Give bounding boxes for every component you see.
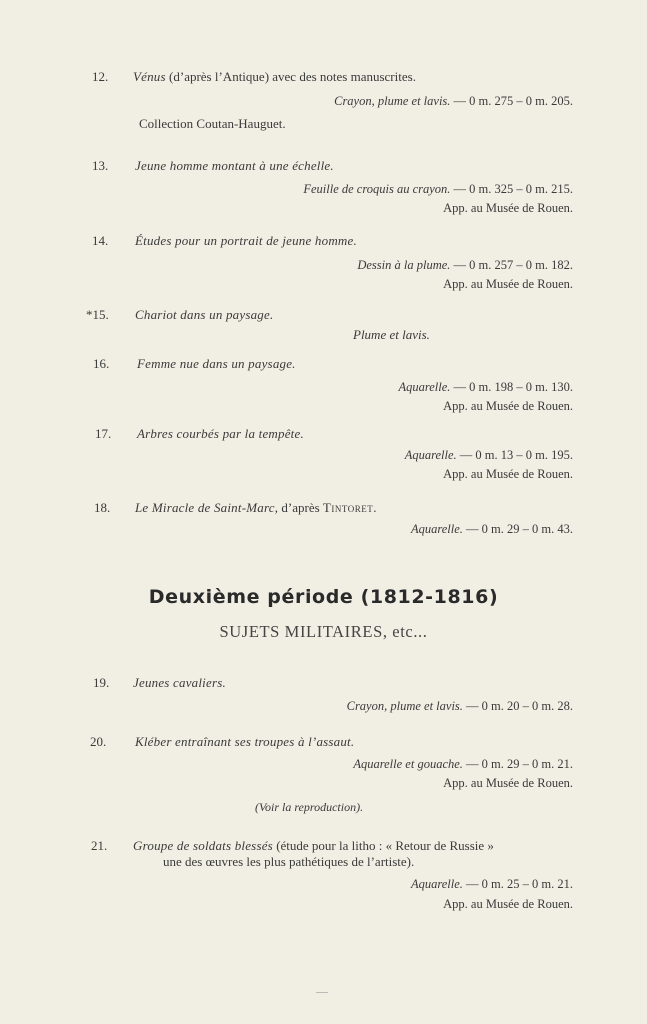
entry-medium: Aquarelle.	[410, 522, 463, 536]
entry-title: Vénus	[133, 69, 166, 84]
entry-title-line	[137, 426, 304, 442]
entry-medium: Aquarelle.	[410, 877, 463, 891]
entry-title: Études pour un portrait de jeune homme.	[135, 233, 357, 248]
entry-title-line	[133, 69, 416, 85]
entry-title-line	[135, 500, 376, 516]
entry-number: *15.	[86, 307, 109, 322]
entry-number: 13.	[92, 158, 109, 173]
entry-title: Kléber entraînant ses troupes à l’assaut.	[135, 734, 355, 749]
entry-medium: Aquarelle et gouache.	[353, 757, 463, 771]
entry-medium-line	[398, 379, 573, 395]
entry-medium-line	[303, 181, 573, 197]
entry-title-line-2: une des œuvres les plus pathétiques de l’artiste).	[163, 854, 415, 869]
entry-number: 21.	[91, 838, 108, 853]
entry-medium-line	[334, 93, 573, 109]
entry-reproduction-note: (Voir la reproduction).	[255, 800, 364, 814]
entry-number: 17.	[95, 426, 112, 441]
entry-number: 19.	[93, 675, 110, 690]
entry-dimensions: — 0 m. 29 – 0 m. 21.	[462, 757, 573, 771]
entry-medium: Crayon, plume et lavis.	[346, 699, 463, 713]
entry-title: Jeunes cavaliers.	[133, 675, 226, 690]
entry-title-suffix: (d’après l’Antique) avec des notes manuscrites.	[165, 69, 416, 84]
entry-title: Jeune homme montant à une échelle.	[135, 158, 334, 173]
section-subheading: SUJETS MILITAIRES, etc...	[219, 622, 428, 641]
entry-title: Femme nue dans un paysage.	[137, 356, 296, 371]
entry-medium-line	[411, 521, 573, 537]
entry-title-line	[135, 307, 273, 323]
entry-note: App. au Musée de Rouen.	[443, 467, 573, 481]
entry-dimensions: — 0 m. 325 – 0 m. 215.	[450, 182, 573, 196]
entry-medium: Aquarelle.	[398, 380, 451, 394]
entry-note: App. au Musée de Rouen.	[443, 277, 573, 291]
entry-medium-line	[347, 698, 573, 714]
entry-title: Chariot dans un paysage.	[135, 307, 274, 322]
entry-medium-line	[405, 447, 573, 463]
footer-rule	[316, 992, 328, 993]
entry-dimensions: — 0 m. 198 – 0 m. 130.	[450, 380, 573, 394]
entry-dimensions: — 0 m. 20 – 0 m. 28.	[462, 699, 573, 713]
entry-note: Collection Coutan-Hauguet.	[139, 116, 286, 131]
entry-note: App. au Musée de Rouen.	[443, 897, 573, 911]
entry-title-line	[135, 158, 334, 174]
entry-number: 20.	[90, 734, 107, 749]
entry-medium: Dessin à la plume.	[357, 258, 451, 272]
entry-note: App. au Musée de Rouen.	[443, 776, 573, 790]
entry-dimensions: — 0 m. 275 – 0 m. 205.	[450, 94, 573, 108]
entry-medium-line	[411, 876, 573, 892]
entry-medium: Plume et lavis.	[353, 327, 430, 342]
entry-title-line	[133, 838, 494, 854]
entry-title-line	[137, 356, 296, 372]
entry-artist-end: .	[373, 500, 377, 515]
entry-medium: Crayon, plume et lavis.	[334, 94, 451, 108]
entry-medium-line	[357, 257, 573, 273]
entry-number: 12.	[92, 69, 109, 84]
entry-dimensions: — 0 m. 257 – 0 m. 182.	[450, 258, 573, 272]
entry-dimensions: — 0 m. 29 – 0 m. 43.	[462, 522, 573, 536]
entry-title-suffix: d’après	[278, 500, 323, 515]
entry-medium: Feuille de croquis au crayon.	[303, 182, 451, 196]
entry-title: Groupe de soldats blessés	[133, 838, 273, 853]
entry-medium: Aquarelle.	[404, 448, 457, 462]
entry-dimensions: — 0 m. 25 – 0 m. 21.	[462, 877, 573, 891]
entry-note: App. au Musée de Rouen.	[443, 399, 573, 413]
section-heading: Deuxième période (1812-1816)	[148, 586, 499, 608]
entry-title-suffix: (étude pour la litho : « Retour de Russie »	[272, 838, 494, 853]
entry-medium-line	[353, 327, 430, 343]
entry-number: 14.	[92, 233, 109, 248]
entry-artist: Tintoret	[322, 500, 374, 515]
entry-number: 16.	[93, 356, 110, 371]
entry-medium-line	[353, 756, 573, 772]
entry-title-line	[135, 233, 357, 249]
entry-note: App. au Musée de Rouen.	[443, 201, 573, 215]
entry-title-line	[133, 675, 226, 691]
entry-title-line	[135, 734, 354, 750]
entry-number: 18.	[94, 500, 111, 515]
entry-dimensions: — 0 m. 13 – 0 m. 195.	[456, 448, 573, 462]
entry-title: Le Miracle de Saint-Marc,	[135, 500, 279, 515]
entry-title: Arbres courbés par la tempête.	[137, 426, 304, 441]
